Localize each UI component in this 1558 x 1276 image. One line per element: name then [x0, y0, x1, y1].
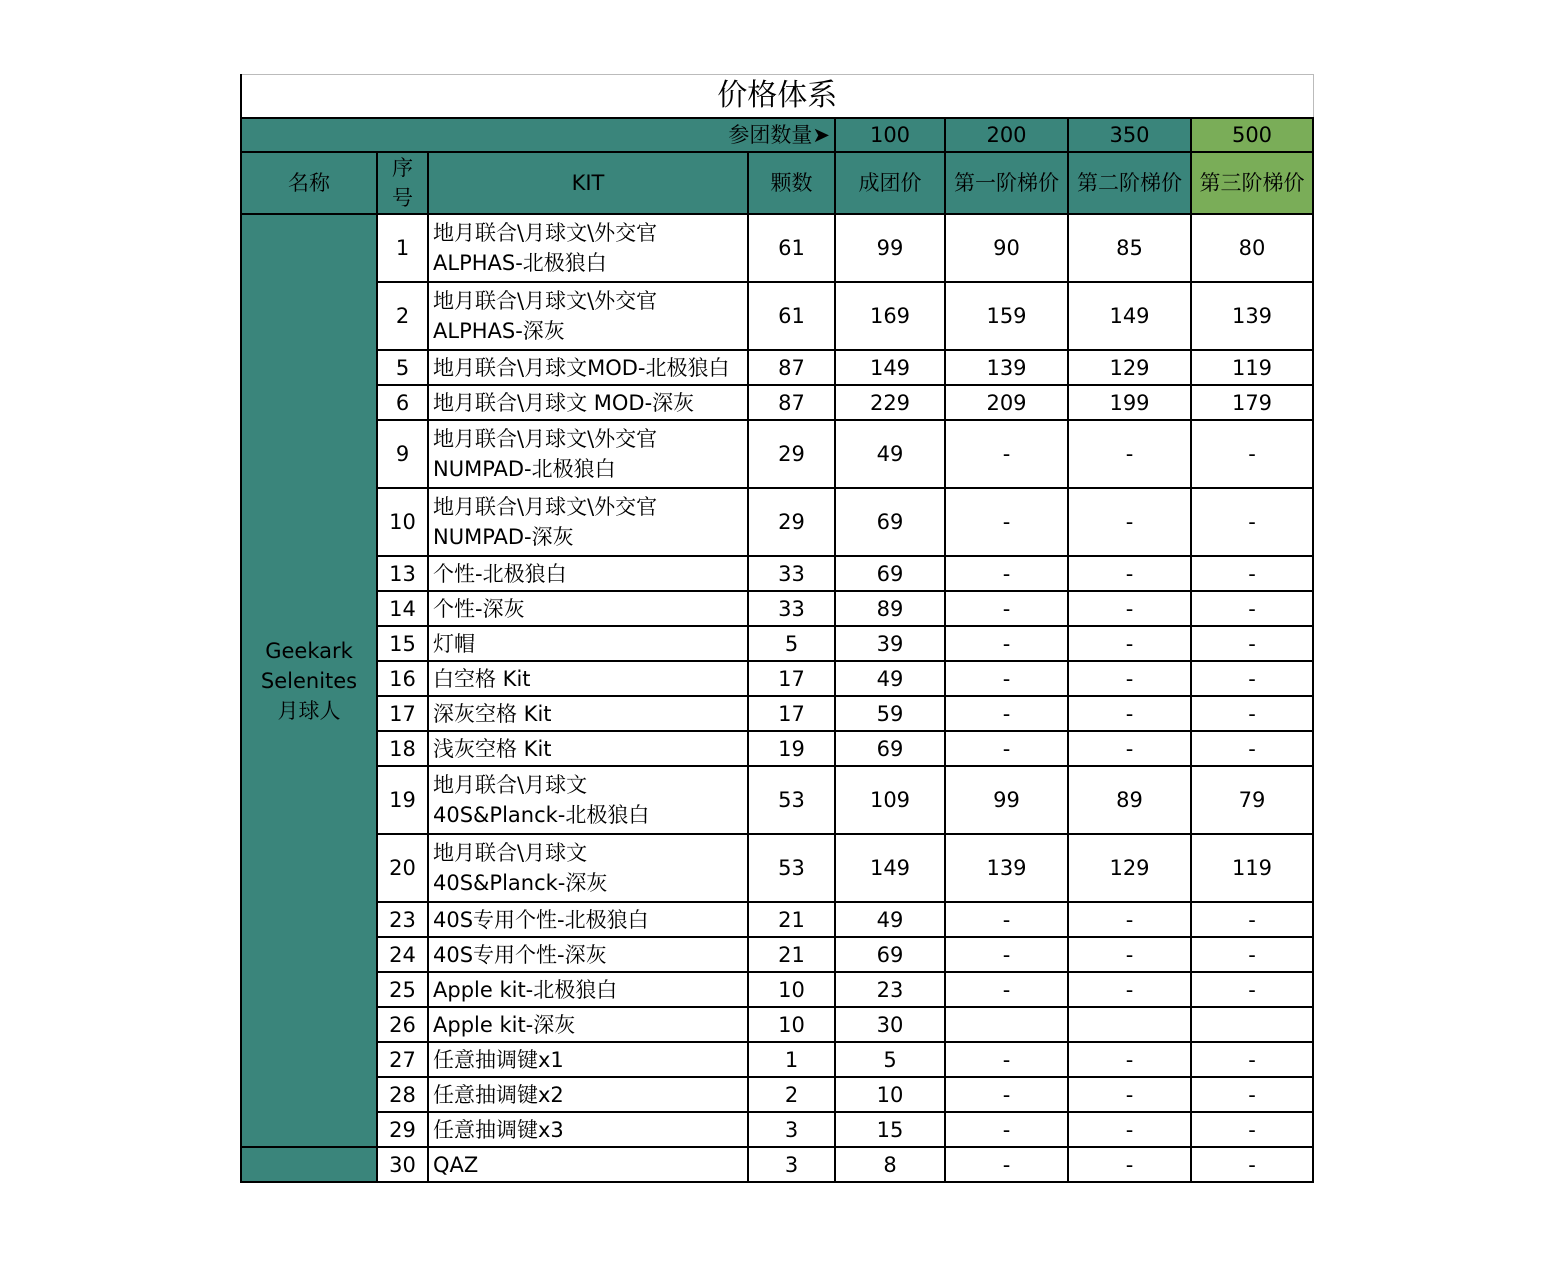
- count-cell: 87: [748, 350, 835, 385]
- tier1-price-cell: 90: [945, 214, 1068, 282]
- table-row: [241, 661, 1313, 696]
- tier3-price-cell: -: [1191, 626, 1313, 661]
- base-price-cell: 8: [835, 1147, 945, 1182]
- group-name-line: 月球人: [277, 698, 341, 723]
- table-row: [241, 1147, 1313, 1182]
- header-tier3-price: 第三阶梯价: [1191, 152, 1313, 214]
- count-cell: 61: [748, 282, 835, 350]
- kit-name-line: NUMPAD-深灰: [433, 525, 574, 549]
- count-cell: 10: [748, 972, 835, 1007]
- count-cell: 3: [748, 1147, 835, 1182]
- tier3-price-cell: -: [1191, 937, 1313, 972]
- count-cell: 53: [748, 834, 835, 902]
- tier1-price-cell: -: [945, 1042, 1068, 1077]
- seq-cell: 30: [377, 1147, 428, 1182]
- table-row: [241, 937, 1313, 972]
- seq-cell: 27: [377, 1042, 428, 1077]
- base-price-cell: 59: [835, 696, 945, 731]
- seq-cell: 26: [377, 1007, 428, 1042]
- kit-name-line: 白空格 Kit: [433, 666, 531, 691]
- tier1-price-cell: -: [945, 1077, 1068, 1112]
- kit-name-line: 地月联合\月球文\外交官: [433, 495, 658, 519]
- kit-name-line: 地月联合\月球文MOD-北极狼白: [433, 355, 730, 380]
- tier3-price-cell: -: [1191, 902, 1313, 937]
- tier1-price-cell: -: [945, 1147, 1068, 1182]
- price-table: [240, 74, 1314, 1183]
- table-row: [241, 1007, 1313, 1042]
- tier2-price-cell: -: [1068, 591, 1191, 626]
- tier3-price-cell: 179: [1191, 385, 1313, 420]
- base-price-cell: 69: [835, 556, 945, 591]
- kit-cell: [428, 1042, 748, 1077]
- tier2-price-cell: 129: [1068, 350, 1191, 385]
- tier1-price-cell: -: [945, 696, 1068, 731]
- tier3-price-cell: [1191, 1007, 1313, 1042]
- seq-cell: 2: [377, 282, 428, 350]
- base-price-cell: 49: [835, 902, 945, 937]
- kit-cell: [428, 420, 748, 488]
- kit-name-line: ALPHAS-北极狼白: [433, 251, 607, 275]
- header-count: 颗数: [748, 152, 835, 214]
- kit-cell: [428, 696, 748, 731]
- count-cell: 29: [748, 488, 835, 556]
- tier-quantity-350: 350: [1068, 118, 1191, 152]
- group-name-line: Geekark: [265, 638, 353, 663]
- kit-cell: [428, 626, 748, 661]
- tier2-price-cell: [1068, 1007, 1191, 1042]
- table-row: [241, 766, 1313, 834]
- seq-cell: 15: [377, 626, 428, 661]
- count-cell: 21: [748, 902, 835, 937]
- base-price-cell: 49: [835, 661, 945, 696]
- kit-cell: [428, 1077, 748, 1112]
- kit-name-line: 个性-深灰: [433, 596, 525, 621]
- tier1-price-cell: 139: [945, 350, 1068, 385]
- seq-cell: 29: [377, 1112, 428, 1147]
- group-name-empty-cell: [241, 1147, 377, 1182]
- tier1-price-cell: -: [945, 488, 1068, 556]
- tier2-price-cell: -: [1068, 937, 1191, 972]
- group-quantity-label: 参团数量➤: [241, 118, 835, 152]
- table-row: [241, 350, 1313, 385]
- tier1-price-cell: -: [945, 972, 1068, 1007]
- tier3-price-cell: -: [1191, 1112, 1313, 1147]
- tier2-price-cell: -: [1068, 696, 1191, 731]
- header-seq-text: 序号: [392, 156, 413, 210]
- count-cell: 21: [748, 937, 835, 972]
- tier2-price-cell: -: [1068, 1112, 1191, 1147]
- kit-cell: [428, 902, 748, 937]
- base-price-cell: 99: [835, 214, 945, 282]
- count-cell: 17: [748, 696, 835, 731]
- kit-cell: [428, 591, 748, 626]
- kit-cell: [428, 488, 748, 556]
- tier1-price-cell: -: [945, 420, 1068, 488]
- kit-cell: [428, 937, 748, 972]
- kit-name-line: 地月联合\月球文: [433, 773, 588, 797]
- tier3-price-cell: -: [1191, 1147, 1313, 1182]
- kit-cell: [428, 214, 748, 282]
- kit-name-line: QAZ: [433, 1152, 479, 1177]
- tier3-price-cell: -: [1191, 972, 1313, 1007]
- tier3-price-cell: -: [1191, 696, 1313, 731]
- tier1-price-cell: -: [945, 937, 1068, 972]
- base-price-cell: 23: [835, 972, 945, 1007]
- tier1-price-cell: -: [945, 902, 1068, 937]
- kit-cell: [428, 731, 748, 766]
- tier2-price-cell: -: [1068, 731, 1191, 766]
- count-cell: 19: [748, 731, 835, 766]
- seq-cell: 9: [377, 420, 428, 488]
- tier2-price-cell: -: [1068, 626, 1191, 661]
- kit-cell: [428, 766, 748, 834]
- kit-cell: [428, 385, 748, 420]
- kit-name-line: 浅灰空格 Kit: [433, 736, 552, 761]
- tier2-price-cell: -: [1068, 420, 1191, 488]
- seq-cell: 23: [377, 902, 428, 937]
- kit-name-line: 40S专用个性-北极狼白: [433, 907, 649, 932]
- base-price-cell: 15: [835, 1112, 945, 1147]
- kit-cell: [428, 282, 748, 350]
- table-row: [241, 591, 1313, 626]
- tier3-price-cell: -: [1191, 1042, 1313, 1077]
- count-cell: 3: [748, 1112, 835, 1147]
- kit-cell: [428, 661, 748, 696]
- table-row: [241, 1042, 1313, 1077]
- kit-name-line: ALPHAS-深灰: [433, 319, 565, 343]
- base-price-cell: 169: [835, 282, 945, 350]
- count-cell: 2: [748, 1077, 835, 1112]
- tier-quantity-200: 200: [945, 118, 1068, 152]
- seq-cell: 16: [377, 661, 428, 696]
- header-seq: [377, 152, 428, 214]
- kit-name-line: 地月联合\月球文 MOD-深灰: [433, 390, 695, 415]
- tier-quantity-100: 100: [835, 118, 945, 152]
- kit-cell: [428, 972, 748, 1007]
- base-price-cell: 229: [835, 385, 945, 420]
- table-row: [241, 385, 1313, 420]
- tier1-price-cell: [945, 1007, 1068, 1042]
- tier3-price-cell: 79: [1191, 766, 1313, 834]
- tier1-price-cell: -: [945, 591, 1068, 626]
- tier2-price-cell: 149: [1068, 282, 1191, 350]
- kit-name-line: 40S&Planck-北极狼白: [433, 803, 650, 827]
- count-cell: 61: [748, 214, 835, 282]
- table-row: [241, 902, 1313, 937]
- base-price-cell: 5: [835, 1042, 945, 1077]
- tier2-price-cell: 199: [1068, 385, 1191, 420]
- base-price-cell: 49: [835, 420, 945, 488]
- table-row: [241, 556, 1313, 591]
- table-row: [241, 626, 1313, 661]
- tier-quantity-500: 500: [1191, 118, 1313, 152]
- table-row: [241, 731, 1313, 766]
- header-tier1-price: 第一阶梯价: [945, 152, 1068, 214]
- seq-cell: 13: [377, 556, 428, 591]
- header-kit: KIT: [428, 152, 748, 214]
- tier3-price-cell: 119: [1191, 350, 1313, 385]
- kit-name-line: 地月联合\月球文\外交官: [433, 221, 658, 245]
- kit-name-line: 地月联合\月球文: [433, 841, 588, 865]
- tier3-price-cell: -: [1191, 731, 1313, 766]
- seq-cell: 17: [377, 696, 428, 731]
- tier2-price-cell: 129: [1068, 834, 1191, 902]
- count-cell: 33: [748, 556, 835, 591]
- count-cell: 17: [748, 661, 835, 696]
- tier3-price-cell: -: [1191, 1077, 1313, 1112]
- header-base-price: 成团价: [835, 152, 945, 214]
- tier2-price-cell: -: [1068, 1042, 1191, 1077]
- tier1-price-cell: -: [945, 556, 1068, 591]
- seq-cell: 18: [377, 731, 428, 766]
- tier2-price-cell: -: [1068, 972, 1191, 1007]
- kit-cell: [428, 556, 748, 591]
- base-price-cell: 109: [835, 766, 945, 834]
- tier2-price-cell: 85: [1068, 214, 1191, 282]
- header-name: 名称: [241, 152, 377, 214]
- table-row: [241, 488, 1313, 556]
- kit-cell: [428, 350, 748, 385]
- kit-name-line: 40S&Planck-深灰: [433, 871, 608, 895]
- tier3-price-cell: -: [1191, 591, 1313, 626]
- table-row: [241, 420, 1313, 488]
- kit-name-line: 任意抽调键x3: [433, 1117, 564, 1142]
- tier2-price-cell: -: [1068, 556, 1191, 591]
- tier1-price-cell: 99: [945, 766, 1068, 834]
- seq-cell: 14: [377, 591, 428, 626]
- tier1-price-cell: 209: [945, 385, 1068, 420]
- tier1-price-cell: -: [945, 1112, 1068, 1147]
- table-title: 价格体系: [241, 75, 1313, 119]
- count-cell: 29: [748, 420, 835, 488]
- base-price-cell: 149: [835, 834, 945, 902]
- tier2-price-cell: -: [1068, 1077, 1191, 1112]
- tier1-price-cell: -: [945, 661, 1068, 696]
- count-cell: 1: [748, 1042, 835, 1077]
- tier3-price-cell: 139: [1191, 282, 1313, 350]
- tier1-price-cell: 139: [945, 834, 1068, 902]
- count-cell: 87: [748, 385, 835, 420]
- kit-name-line: 地月联合\月球文\外交官: [433, 427, 658, 451]
- tier3-price-cell: -: [1191, 556, 1313, 591]
- tier3-price-cell: 119: [1191, 834, 1313, 902]
- seq-cell: 5: [377, 350, 428, 385]
- seq-cell: 10: [377, 488, 428, 556]
- base-price-cell: 30: [835, 1007, 945, 1042]
- count-cell: 10: [748, 1007, 835, 1042]
- table-row: [241, 1077, 1313, 1112]
- kit-name-line: 个性-北极狼白: [433, 561, 567, 586]
- kit-name-line: 灯帽: [433, 631, 475, 656]
- tier2-price-cell: -: [1068, 661, 1191, 696]
- kit-name-line: 任意抽调键x2: [433, 1082, 564, 1107]
- base-price-cell: 149: [835, 350, 945, 385]
- kit-name-line: Apple kit-深灰: [433, 1012, 576, 1037]
- tier3-price-cell: -: [1191, 488, 1313, 556]
- seq-cell: 20: [377, 834, 428, 902]
- kit-cell: [428, 834, 748, 902]
- kit-cell: [428, 1007, 748, 1042]
- seq-cell: 24: [377, 937, 428, 972]
- kit-name-line: Apple kit-北极狼白: [433, 977, 618, 1002]
- seq-cell: 28: [377, 1077, 428, 1112]
- tier3-price-cell: -: [1191, 420, 1313, 488]
- base-price-cell: 89: [835, 591, 945, 626]
- kit-name-line: 深灰空格 Kit: [433, 701, 552, 726]
- seq-cell: 19: [377, 766, 428, 834]
- tier3-price-cell: -: [1191, 661, 1313, 696]
- table-row: [241, 214, 1313, 282]
- count-cell: 5: [748, 626, 835, 661]
- tier2-price-cell: -: [1068, 1147, 1191, 1182]
- table-row: [241, 282, 1313, 350]
- kit-name-line: 40S专用个性-深灰: [433, 942, 607, 967]
- table-row: [241, 972, 1313, 1007]
- kit-name-line: 任意抽调键x1: [433, 1047, 564, 1072]
- base-price-cell: 10: [835, 1077, 945, 1112]
- base-price-cell: 69: [835, 937, 945, 972]
- header-tier2-price: 第二阶梯价: [1068, 152, 1191, 214]
- tier3-price-cell: 80: [1191, 214, 1313, 282]
- count-cell: 53: [748, 766, 835, 834]
- table-row: [241, 834, 1313, 902]
- tier2-price-cell: -: [1068, 902, 1191, 937]
- seq-cell: 1: [377, 214, 428, 282]
- group-name-line: Selenites: [260, 668, 358, 693]
- tier2-price-cell: -: [1068, 488, 1191, 556]
- tier1-price-cell: 159: [945, 282, 1068, 350]
- table-row: [241, 696, 1313, 731]
- kit-cell: [428, 1112, 748, 1147]
- kit-cell: [428, 1147, 748, 1182]
- seq-cell: 6: [377, 385, 428, 420]
- base-price-cell: 39: [835, 626, 945, 661]
- table-row: [241, 1112, 1313, 1147]
- tier1-price-cell: -: [945, 731, 1068, 766]
- count-cell: 33: [748, 591, 835, 626]
- tier1-price-cell: -: [945, 626, 1068, 661]
- group-name-cell: [241, 214, 377, 1147]
- base-price-cell: 69: [835, 731, 945, 766]
- kit-name-line: NUMPAD-北极狼白: [433, 457, 616, 481]
- kit-name-line: 地月联合\月球文\外交官: [433, 289, 658, 313]
- tier2-price-cell: 89: [1068, 766, 1191, 834]
- seq-cell: 25: [377, 972, 428, 1007]
- base-price-cell: 69: [835, 488, 945, 556]
